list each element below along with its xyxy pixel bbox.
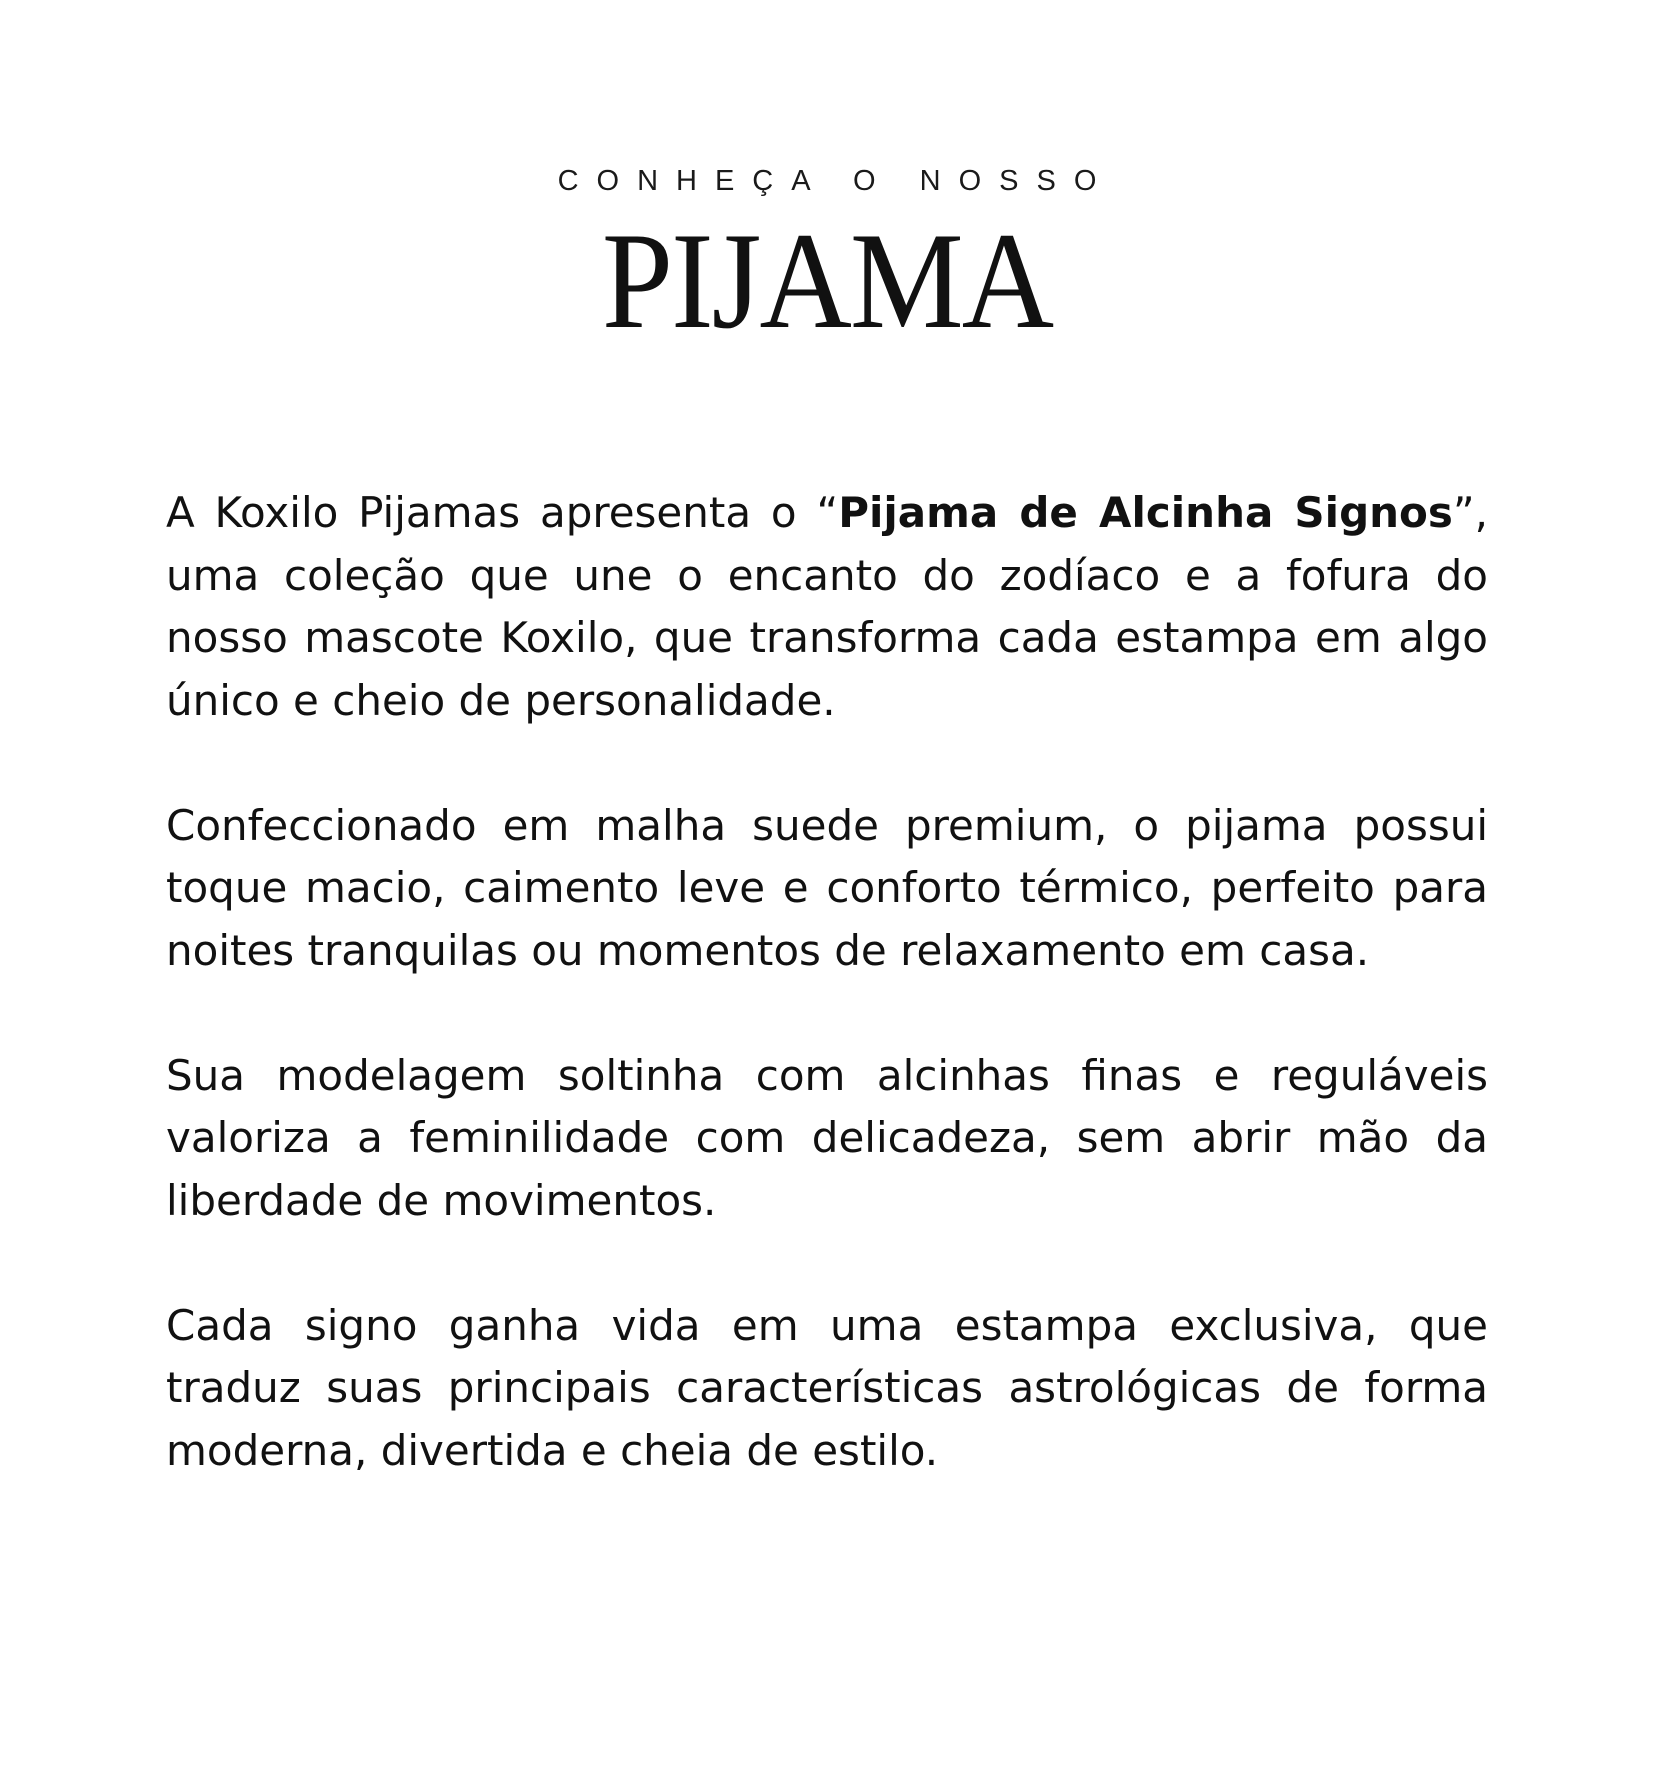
page-title: PIJAMA xyxy=(601,203,1053,358)
intro-text-after: ”, uma coleção que une o encanto do zodíaco e a fofura do nosso mascote Koxilo, que transforma cada estampa em algo único e cheio de personalidade. xyxy=(166,488,1488,725)
product-name: Pijama de Alcinha Signos xyxy=(838,488,1453,537)
paragraph-prints: Cada signo ganha vida em uma estampa exclusiva, que traduz suas principais características astrológicas de forma moderna, divertida e cheia de estilo. xyxy=(166,1300,1488,1475)
header-kicker: CONHEÇA O NOSSO xyxy=(557,165,1115,197)
product-description xyxy=(166,482,1488,1545)
paragraph-modeling: Sua modelagem soltinha com alcinhas finas e reguláveis valoriza a feminilidade com delicadeza, sem abrir mão da liberdade de movimentos. xyxy=(166,1050,1488,1225)
intro-text-before: A Koxilo Pijamas apresenta o “ xyxy=(166,488,839,537)
paragraph-intro xyxy=(166,482,1488,732)
paragraph-material: Confeccionado em malha suede premium, o pijama possui toque macio, caimento leve e conforto térmico, perfeito para noites tranquilas ou momentos de relaxamento em casa. xyxy=(166,800,1488,975)
